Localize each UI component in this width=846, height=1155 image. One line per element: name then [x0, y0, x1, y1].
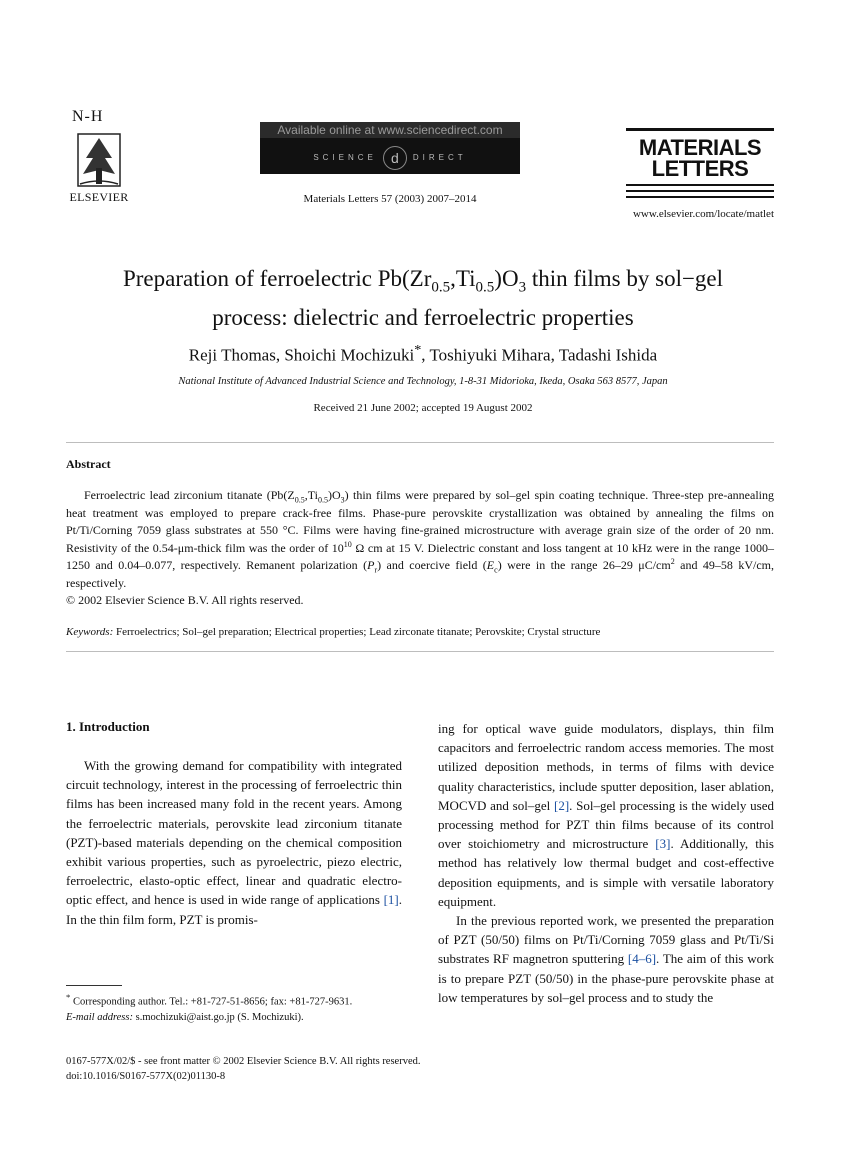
sciencedirect-wordmark: [260, 146, 520, 170]
affiliation: National Institute of Advanced Industrial Science and Technology, 1-8-31 Midorioka, Ikeda, Osaka 563 8577, Japan: [178, 376, 668, 387]
sciencedirect-banner[interactable]: [260, 122, 520, 174]
journal-reference: Materials Letters 57 (2003) 2007–2014: [303, 193, 477, 205]
publisher-name: ELSEVIER: [69, 190, 129, 204]
sd-science-text: SCIENCE: [313, 153, 377, 163]
author-email[interactable]: s.mochizuki@aist.go.jp (S. Mochizuki).: [132, 1011, 304, 1023]
journal-logo-rule: [626, 190, 774, 192]
citation-link[interactable]: [4–6]: [627, 951, 657, 967]
journal-logo-line1: MATERIALS: [638, 135, 762, 160]
author-list: Reji Thomas, Shoichi Mochizuki*, Toshiyuki Mihara, Tadashi Ishida: [188, 342, 658, 365]
footnote-rule: [66, 985, 122, 986]
body-column-right: ing for optical wave guide modulators, displays, thin film capacitors and ferroelectric random access memories. The most utilized deposition methods, in terms of films with device quality characteristics, include sputter deposition, laser ablation, MOCVD and sol–gel [2]. Sol–gel processing is the widely used processing method for PZT thin films because of its control over stoichiometry and microstructure [3]. Additionally, this method has relatively low thermal budget and cost-effective deposition equipments, and is simple with versatile laboratory equipment. In the previous reported work, we presented the preparation of PZT (50/50) films on Pt/Ti/Corning 7059 glass and Pt/Ti/Si substrates RF magnetron sputtering [4–6]. The aim of this work is to prepare PZT (50/50) in the phase-pure perovskite phase at low temperatures by sol–gel process and to study the: [438, 721, 775, 1005]
doi[interactable]: doi:10.1016/S0167-577X(02)01130-8: [66, 1071, 226, 1082]
publisher-mark: N-H: [72, 108, 104, 125]
journal-logo-rule: [626, 128, 774, 131]
abstract-heading: Abstract: [66, 457, 111, 471]
keywords: Keywords: Ferroelectrics; Sol–gel preparation; Electrical properties; Lead zirconate titanate; Perovskite; Crystal structure: [66, 626, 601, 638]
section-heading-introduction: 1. Introduction: [66, 719, 150, 734]
footnote: * Corresponding author. Tel.: +81-727-51-8656; fax: +81-727-9631. E-mail address: s.mochizuki@aist.go.jp (S. Mochizuki).: [66, 992, 353, 1023]
citation-link[interactable]: [2]: [553, 797, 570, 813]
journal-logo-rule: [626, 184, 774, 186]
body-column-left: With the growing demand for compatibility with integrated circuit technology, interest in the processing of ferroelectric thin films has been increased many fold in the recent years. Among the ferroelectric materials, perovskite lead zirconium titanate (PZT)-based materials depending on the chemical composition exhibit various properties, such as pyroelectric, piezo electric, ferroelectric, elasto-optic effect, linear and quadratic electro-optic effect, and hence is used in wide range of applications [1]. In the thin film form, PZT is promis-: [66, 758, 402, 927]
front-matter-info: 0167-577X/02/$ - see front matter © 2002 Elsevier Science B.V. All rights reserved. doi:10.1016/S0167-577X(02)01130-8: [66, 1054, 566, 1084]
journal-logo: [626, 137, 774, 179]
sciencedirect-d-icon: d: [383, 146, 407, 170]
divider: [66, 442, 774, 443]
article-title: Preparation of ferroelectric $Pb(Zr_{0.5},Ti_{0.5})O_3$ thin films by sol−gel process: dielectric and ferroelectric properties: [122, 266, 724, 330]
journal-logo-line2: LETTERS: [651, 156, 749, 181]
sd-direct-text: DIRECT: [412, 153, 467, 163]
received-dates: Received 21 June 2002; accepted 19 August 2002: [313, 402, 533, 414]
journal-url-link[interactable]: www.elsevier.com/locate/matlet: [632, 208, 774, 220]
corresponding-author-mark[interactable]: *: [414, 342, 422, 358]
citation-link[interactable]: [3]: [655, 836, 671, 852]
sciencedirect-url[interactable]: Available online at www.sciencedirect.com: [260, 122, 520, 138]
divider: [66, 651, 774, 652]
citation-link[interactable]: [1]: [383, 892, 399, 908]
copyright-line: © 2002 Elsevier Science B.V. All rights reserved.: [66, 593, 304, 607]
abstract-body: Ferroelectric lead zirconium titanate $(Pb(Z_{0.5},Ti_{0.5})O_3)$ thin films were prepared by sol–gel spin coating technique. Three-step pre-annealing heat treatment was employed to prepare crack-free films. Phase-pure perovskite crystallization was obtained by annealing the films on Pt/Ti/Corning 7059 glass substrates at 550 °C. Films were having fine-grained microstructure with average grain size of the order of 20 nm. Resistivity of the 0.54-μm-thick film was the order of $10^{10}$ Ω cm at 15 V. Dielectric constant and loss tangent at 10 kHz were in the range 1000–1250 and 0.04–0.077, respectively. Remanent polarization $(P_r)$ and coercive field $(E_c)$ were in the range 26–29 $\mu C/cm^2$ and 49–58 kV/cm, respectively. © 2002 Elsevier Science B.V. All rights reserved.: [66, 487, 774, 610]
journal-logo-rule: [626, 196, 774, 198]
